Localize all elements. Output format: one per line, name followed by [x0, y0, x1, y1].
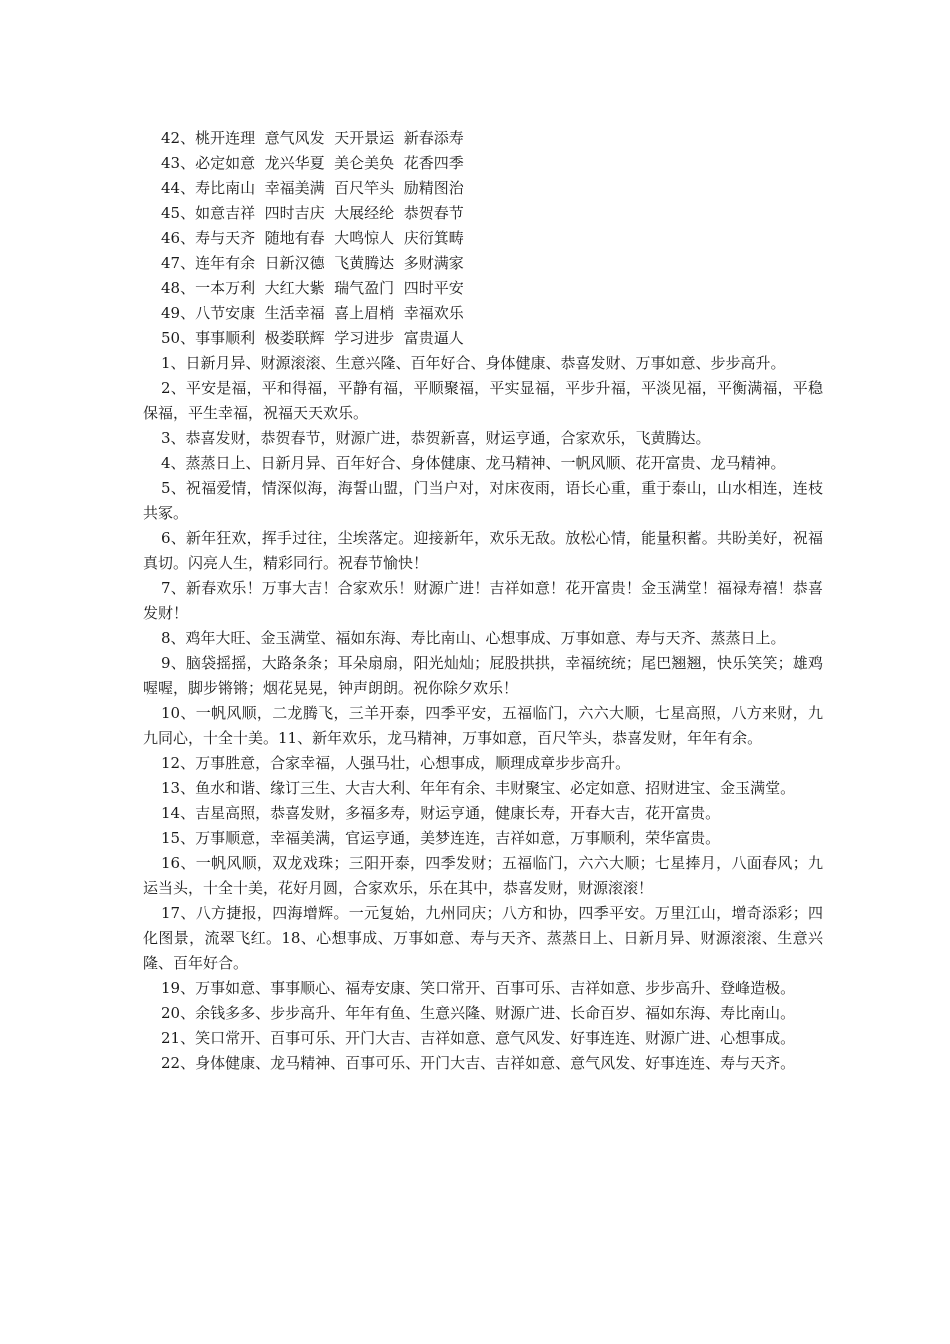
document-page: [143, 126, 823, 1076]
paragraph: 13、鱼水和谐、缘订三生、大吉大利、年年有余、丰财聚宝、必定如意、招财进宝、金玉满堂。: [161, 779, 796, 797]
paragraph: 22、身体健康、龙马精神、百事可乐、开门大吉、吉祥如意、意气风发、好事连连、寿与天齐。: [161, 1054, 796, 1072]
short-blessing-list: [143, 126, 823, 351]
list-item: 49、八节安康 生活幸福 喜上眉梢 幸福欢乐: [161, 304, 464, 322]
list-item: 48、一本万利 大红大紫 瑞气盈门 四时平安: [161, 279, 464, 297]
list-item: 45、如意吉祥 四时吉庆 大展经纶 恭贺春节: [161, 204, 464, 222]
paragraph: 21、笑口常开、百事可乐、开门大吉、吉祥如意、意气风发、好事连连、财源广进、心想事成。: [161, 1029, 796, 1047]
paragraph: 19、万事如意、事事顺心、福寿安康、笑口常开、百事可乐、吉祥如意、步步高升、登峰造极。: [161, 979, 796, 997]
list-item: 50、事事顺利 极娄联辉 学习进步 富贵逼人: [161, 329, 464, 347]
paragraph: 9、脑袋摇摇，大路条条；耳朵扇扇，阳光灿灿；屁股拱拱，幸福统统；尾巴翘翘，快乐笑笑；雄鸡喔喔，脚步锵锵；烟花晃晃，钟声朗朗。祝你除夕欢乐！: [143, 654, 823, 697]
paragraph: 14、吉星高照，恭喜发财，多福多寿，财运亨通，健康长寿，开春大吉，花开富贵。: [161, 804, 721, 822]
blessing-paragraphs: [143, 351, 823, 1076]
paragraph: 20、余钱多多、步步高升、年年有鱼、生意兴隆、财源广进、长命百岁、福如东海、寿比南山。: [161, 1004, 796, 1022]
paragraph: 2、平安是福，平和得福，平静有福，平顺聚福，平实显福，平步升福，平淡见福，平衡满福，平稳保福，平生幸福，祝福天天欢乐。: [143, 379, 823, 422]
paragraph: 3、恭喜发财，恭贺春节，财源广进，恭贺新喜，财运亨通，合家欢乐，飞黄腾达。: [161, 429, 711, 447]
paragraph: 12、万事胜意，合家幸福，人强马壮，心想事成，顺理成章步步高升。: [161, 754, 631, 772]
paragraph: 16、一帆风顺，双龙戏珠；三阳开泰，四季发财；五福临门，六六大顺；七星捧月，八面春风；九运当头，十全十美，花好月圆，合家欢乐，乐在其中，恭喜发财，财源滚滚！: [143, 854, 823, 897]
paragraph: 8、鸡年大旺、金玉满堂、福如东海、寿比南山、心想事成、万事如意、寿与天齐、蒸蒸日上。: [161, 629, 786, 647]
list-item: 43、必定如意 龙兴华夏 美仑美奂 花香四季: [161, 154, 464, 172]
paragraph: 4、蒸蒸日上、日新月异、百年好合、身体健康、龙马精神、一帆风顺、花开富贵、龙马精神。: [161, 454, 786, 472]
paragraph: 15、万事顺意，幸福美满，官运亨通，美梦连连，吉祥如意，万事顺利，荣华富贵。: [161, 829, 721, 847]
paragraph: 7、新春欢乐！万事大吉！合家欢乐！财源广进！吉祥如意！花开富贵！金玉满堂！福禄寿禧！恭喜发财！: [143, 579, 823, 622]
paragraph: 6、新年狂欢，挥手过往，尘埃落定。迎接新年，欢乐无敌。放松心情，能量积蓄。共盼美好，祝福真切。闪亮人生，精彩同行。祝春节愉快！: [143, 529, 823, 572]
paragraph: 17、八方捷报，四海增辉。一元复始，九州同庆；八方和协，四季平安。万里江山，增奇添彩；四化图景，流翠飞红。18、心想事成、万事如意、寿与天齐、蒸蒸日上、日新月异、财源滚滚、生意兴隆、百年好合。: [143, 904, 823, 972]
paragraph: 5、祝福爱情，情深似海，海誓山盟，门当户对，对床夜雨，语长心重，重于泰山，山水相连，连枝共冢。: [143, 479, 823, 522]
paragraph: 10、一帆风顺，二龙腾飞，三羊开泰，四季平安，五福临门，六六大顺，七星高照，八方来财，九九同心，十全十美。11、新年欢乐，龙马精神，万事如意，百尺竿头，恭喜发财，年年有余。: [143, 704, 823, 747]
list-item: 46、寿与天齐 随地有春 大鸣惊人 庆衍箕畴: [161, 229, 464, 247]
list-item: 42、桃开连理 意气风发 天开景运 新春添寿: [161, 129, 464, 147]
list-item: 47、连年有余 日新汉德 飞黄腾达 多财满家: [161, 254, 464, 272]
paragraph: 1、日新月异、财源滚滚、生意兴隆、百年好合、身体健康、恭喜发财、万事如意、步步高升。: [161, 354, 786, 372]
list-item: 44、寿比南山 幸福美满 百尺竿头 励精图治: [161, 179, 464, 197]
